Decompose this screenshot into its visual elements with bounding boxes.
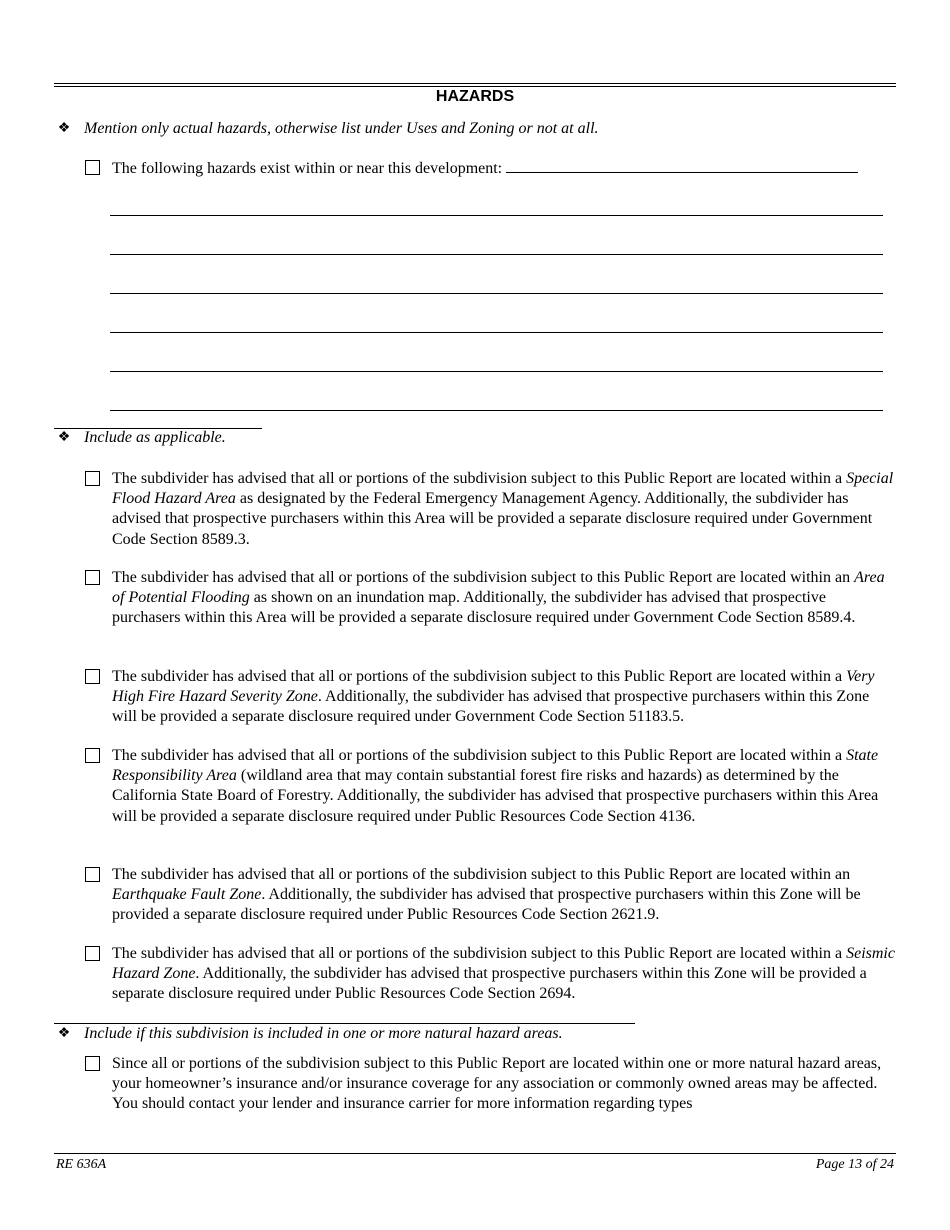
item-text: The subdivider has advised that all or portions of the subdivision subject to this Public Report are located within an	[112, 866, 851, 883]
footer-rule	[54, 1153, 896, 1154]
hazards-fill-line[interactable]	[110, 371, 883, 372]
item-text: as shown on an inundation map. Additionally, the subdivider has advised that prospective purchasers within this Area will be provided a separate disclosure required under Government Code Section 8589.4.	[112, 589, 856, 627]
note-actual-hazards-text: Mention only actual hazards, otherwise list under Uses and Zoning or not at all.	[84, 120, 599, 137]
fire-hazard-checkbox[interactable]	[85, 669, 100, 684]
header-rule-bottom	[54, 86, 896, 87]
hazards-fill-line[interactable]	[110, 215, 883, 216]
item-text: . Additionally, the subdivider has advised that prospective purchasers within this Zone will be provided a separate disclosure required under Government Code Section 51183.5.	[112, 688, 870, 726]
natural-hazard-text: Since all or portions of the subdivision subject to this Public Report are located within one or more natural hazard areas, your homeowner’s insurance and/or insurance coverage for any association or commonly owned areas may be affected. You should contact your lender and insurance carrier for more information regarding types	[112, 1055, 882, 1113]
item-term: Seismic Hazard Zone	[112, 945, 895, 983]
potential-flooding-checkbox[interactable]	[85, 570, 100, 585]
item-text: . Additionally, the subdivider has advised that prospective purchasers within this Zone will be provided a separate disclosure required under Public Resources Code Section 2694.	[112, 965, 867, 1003]
item-term: Very High Fire Hazard Severity Zone	[112, 668, 875, 706]
earthquake-fault-checkbox[interactable]	[85, 867, 100, 882]
form-number: RE 636A	[56, 1157, 107, 1172]
hazards-fill-line[interactable]	[110, 332, 883, 333]
special-flood-text	[112, 469, 897, 550]
natural-hazard-checkbox[interactable]	[85, 1056, 100, 1071]
hazards-exist-row	[112, 158, 892, 179]
item-text: The subdivider has advised that all or portions of the subdivision subject to this Public Report are located within a	[112, 747, 847, 764]
item-text: as designated by the Federal Emergency Management Agency. Additionally, the subdivider has advised that prospective purchasers within this Area will be provided a separate disclosure required under Government Code Section 8589.3.	[112, 490, 873, 548]
item-text: The subdivider has advised that all or portions of the subdivision subject to this Public Report are located within an	[112, 569, 855, 586]
item-term: Area of Potential Flooding	[112, 569, 885, 607]
note-include-applicable-text: Include as applicable.	[84, 429, 226, 446]
diamond-bullet-icon: ❖	[57, 121, 71, 136]
special-flood-checkbox[interactable]	[85, 471, 100, 486]
item-text: The subdivider has advised that all or portions of the subdivision subject to this Public Report are located within a	[112, 668, 847, 685]
hazards-exist-label: The following hazards exist within or near this development:	[112, 160, 503, 177]
state-responsibility-text	[112, 746, 897, 827]
diamond-bullet-icon: ❖	[57, 1026, 71, 1041]
earthquake-fault-text	[112, 865, 897, 926]
diamond-bullet-icon: ❖	[57, 430, 71, 445]
hazards-fill-line[interactable]	[110, 254, 883, 255]
state-responsibility-checkbox[interactable]	[85, 748, 100, 763]
item-text: The subdivider has advised that all or portions of the subdivision subject to this Public Report are located within a	[112, 945, 847, 962]
item-text: (wildland area that may contain substantial forest fire risks and hazards) as determined by the California State Board of Forestry. Additionally, the subdivider has advised that prospective purchasers within this Area will be provided a separate disclosure required under Public Resources Code Section 4136.	[112, 767, 879, 825]
seismic-hazard-text	[112, 944, 897, 1005]
hazards-fill-line-inline[interactable]	[506, 158, 858, 173]
item-term: Earthquake Fault Zone	[112, 886, 262, 904]
item-text: The subdivider has advised that all or portions of the subdivision subject to this Public Report are located within a	[112, 470, 847, 487]
hazards-exist-checkbox[interactable]	[85, 160, 100, 175]
header-rule-top	[54, 83, 896, 84]
hazards-fill-line[interactable]	[110, 293, 883, 294]
potential-flooding-text	[112, 568, 897, 629]
item-term: State Responsibility Area	[112, 747, 879, 785]
page-title: HAZARDS	[435, 88, 515, 105]
page-number: Page 13 of 24	[815, 1157, 894, 1172]
hazards-fill-line[interactable]	[110, 410, 883, 411]
section-divider	[54, 1023, 635, 1024]
fire-hazard-text	[112, 667, 897, 728]
seismic-hazard-checkbox[interactable]	[85, 946, 100, 961]
item-term: Special Flood Hazard Area	[112, 470, 894, 508]
item-text: . Additionally, the subdivider has advised that prospective purchasers within this Zone will be provided a separate disclosure required under Public Resources Code Section 2621.9.	[112, 886, 861, 924]
note-natural-hazard-text: Include if this subdivision is included in one or more natural hazard areas.	[84, 1025, 563, 1042]
